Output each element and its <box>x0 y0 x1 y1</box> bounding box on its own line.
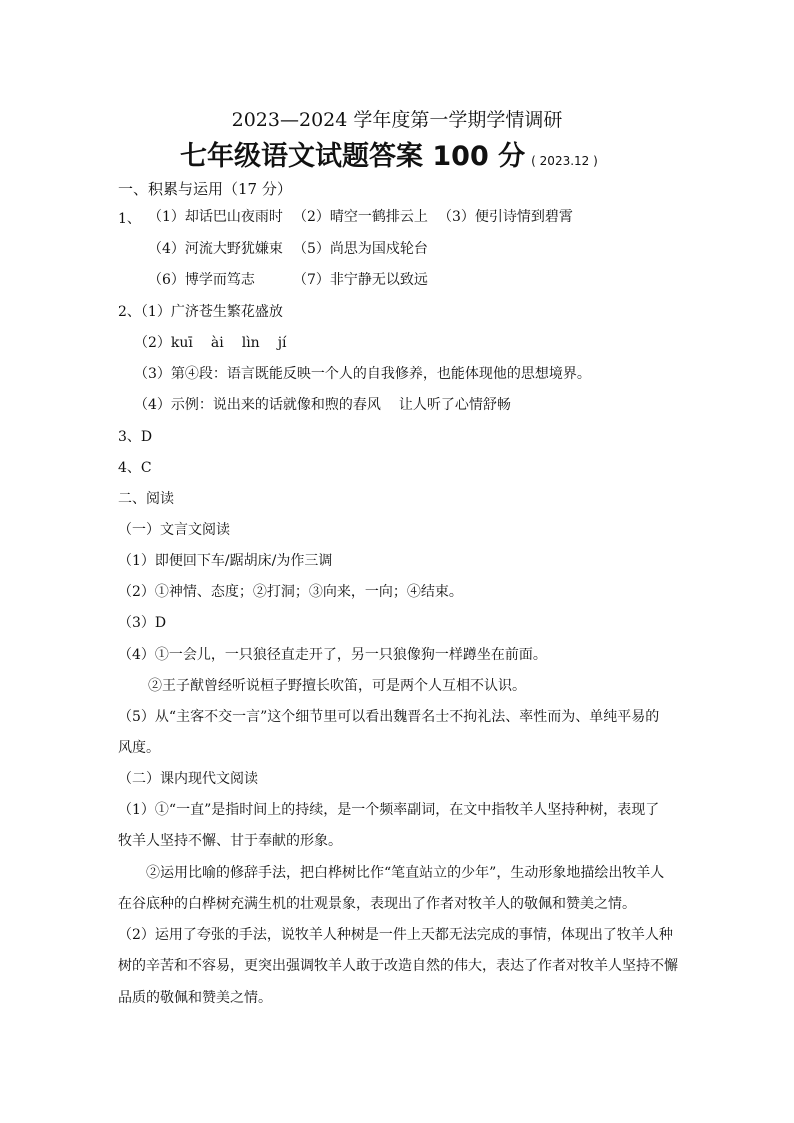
section-heading-part1: 一、积累与运用（17 分） <box>118 180 292 198</box>
exam-title: 2023—2024 学年度第一学期学情调研 <box>231 109 563 131</box>
classical-answer-5: （5）从“主客不交一言”这个细节里可以看出魏晋名士不拘礼法、率性而为、单纯平易的 <box>118 709 660 725</box>
modern-answer-1c: ②运用比喻的修辞手法，把白桦树比作“笔直站立的少年”，生动形象地描绘出牧羊人 <box>146 865 665 881</box>
classical-answer-5b: 风度。 <box>118 740 160 756</box>
q1-answer-3: （3）便引诗情到碧霄 <box>438 209 573 225</box>
modern-answer-1: （1）①“一直”是指时间上的持续，是一个频率副词，在文中指牧羊人坚持种树，表现了 <box>118 802 660 818</box>
q2-answer-2 <box>134 334 287 352</box>
exam-date: ( 2023.12 ) <box>531 154 598 168</box>
q1-answer-5: （5）尚思为国戍轮台 <box>293 241 428 257</box>
exam-subtitle-text: 七年级语文试题答案 100 分 <box>180 141 526 172</box>
classical-answer-2: （2）①神情、态度；②打洞；③向来，一向；④结束。 <box>118 584 463 600</box>
classical-answer-3: （3）D <box>118 615 167 631</box>
section-heading-part2: 二、阅读 <box>118 491 174 507</box>
classical-answer-4b: ②王子猷曾经听说桓子野擅长吹笛，可是两个人互相不认识。 <box>148 678 526 694</box>
pinyin-2: ài <box>210 335 224 351</box>
q1-answer-2: （2）晴空一鹤排云上 <box>293 209 428 225</box>
modern-answer-2: （2）运用了夸张的手法，说牧羊人种树是一件上天都无法完成的事情，体现出了牧羊人种 <box>118 927 673 943</box>
exam-subtitle <box>180 140 598 174</box>
q1-answer-7: （7）非宁静无以致远 <box>293 272 428 288</box>
subsection-heading-classical: （一）文言文阅读 <box>118 522 230 538</box>
q2-answer-3: （3）第④段：语言既能反映一个人的自我修养，也能体现他的思想境界。 <box>134 366 591 382</box>
classical-answer-4: （4）①一会儿，一只狼径直走开了，另一只狼像狗一样蹲坐在前面。 <box>118 647 547 663</box>
q2-answer-4-part1: （4）示例：说出来的话就像和煦的春风 <box>134 397 381 413</box>
q2-answer-4-part2: 让人听了心情舒畅 <box>398 397 511 413</box>
pinyin-1: （2）kuī <box>134 335 193 351</box>
modern-answer-1b: 牧羊人坚持不懈、甘于奉献的形象。 <box>118 833 342 849</box>
q1-answer-4: （4）河流大野犹嫌束 <box>148 241 283 257</box>
modern-answer-2b: 树的辛苦和不容易，更突出强调牧羊人敢于改造自然的伟大，表达了作者对牧羊人坚持不懈 <box>118 958 678 974</box>
q3-answer: 3、D <box>118 429 153 445</box>
modern-answer-2c: 品质的敬佩和赞美之情。 <box>118 990 272 1006</box>
classical-answer-1: （1）即便回下车/踞胡床/为作三调 <box>118 553 333 569</box>
pinyin-3: lìn <box>241 335 260 351</box>
q1-number: 1、 <box>118 211 141 227</box>
q2-answer-4 <box>134 396 511 414</box>
pinyin-4: jí <box>277 335 287 351</box>
q1-answer-6: （6）博学而笃志 <box>148 272 255 288</box>
q1-answer-1: （1）却话巴山夜雨时 <box>148 209 283 225</box>
modern-answer-1d: 在谷底种的白桦树充满生机的壮观景象，表现出了作者对牧羊人的敬佩和赞美之情。 <box>118 896 636 912</box>
q2-answer-1: 2、（1）广济苍生繁花盛放 <box>118 304 283 320</box>
q4-answer: 4、C <box>118 460 152 476</box>
subsection-heading-modern: （二）课内现代文阅读 <box>118 771 258 787</box>
